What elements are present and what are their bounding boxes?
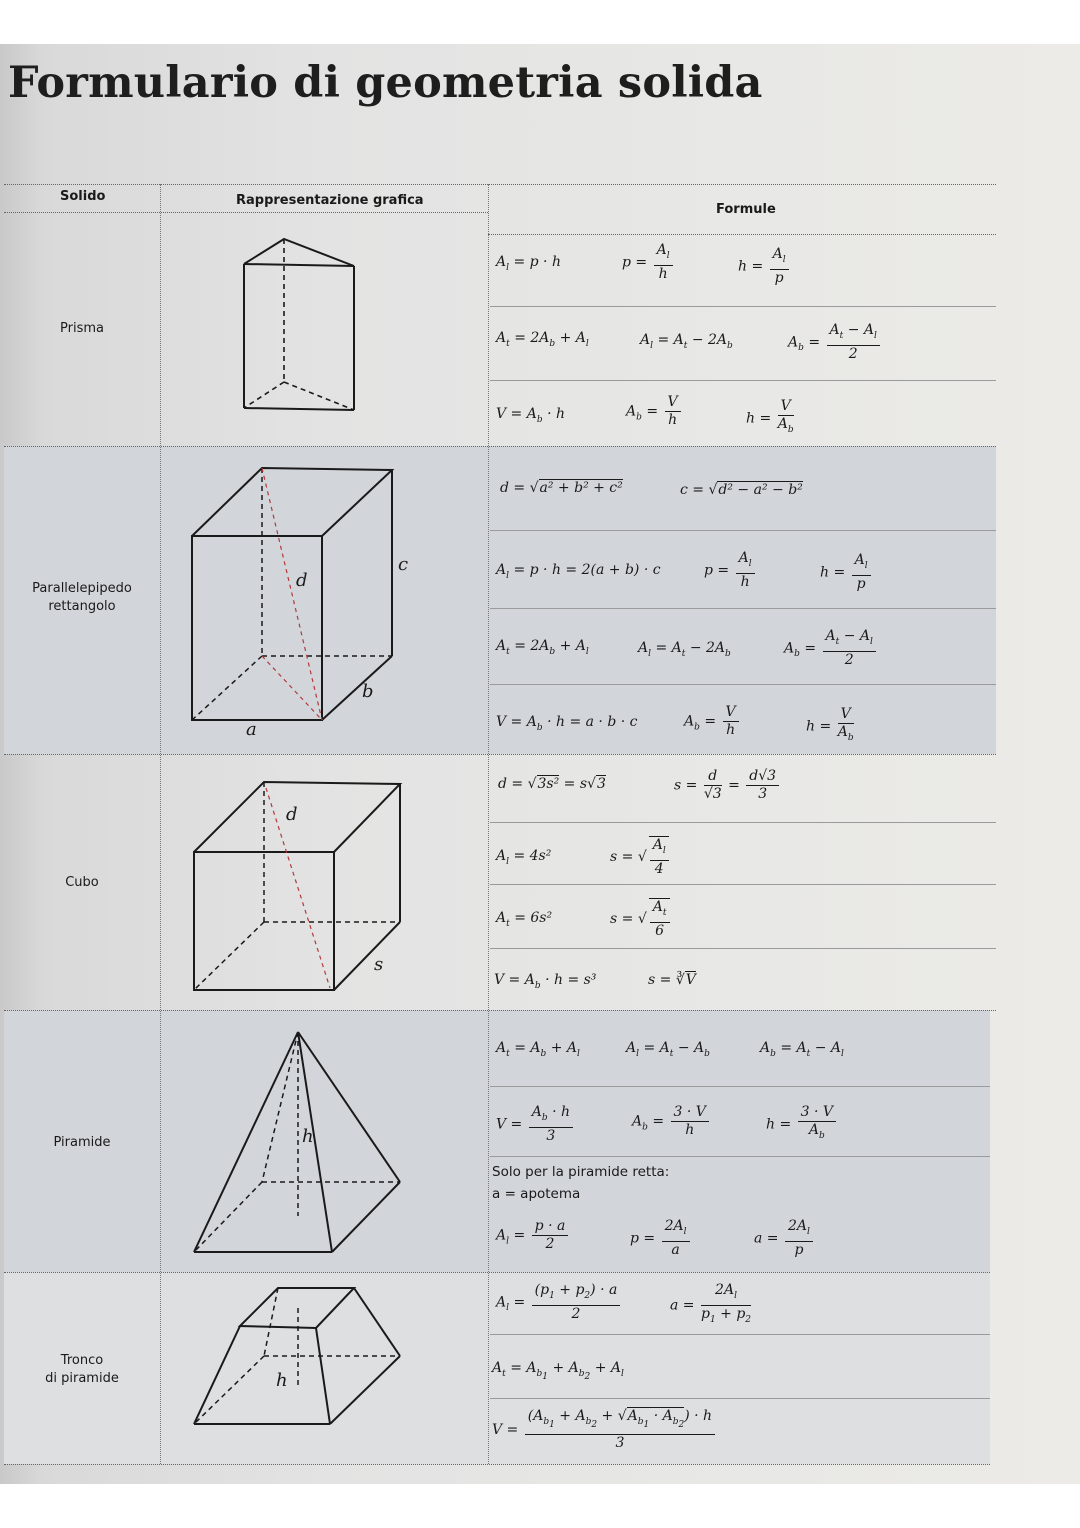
formula: h = $\frac{A_l}{p}$	[820, 552, 873, 593]
label-b: b	[362, 681, 374, 702]
row-divider	[490, 948, 996, 949]
triangular-prism-figure	[234, 234, 364, 414]
formula-table	[4, 184, 996, 1464]
cube-figure	[188, 776, 418, 996]
solid-name-cube: Cubo	[65, 875, 99, 890]
formula: $A_t = 2A_b + A_l$	[496, 638, 589, 657]
row-divider	[490, 822, 996, 823]
section-divider	[4, 446, 996, 447]
solid-name-line: Tronco	[60, 1353, 104, 1368]
formula: $A_l = p \cdot h = 2(a + b) \cdot c$	[496, 562, 661, 581]
formula: $A_t = 2A_b + A_l$	[496, 330, 589, 349]
formula: $A_t = 6s^2$	[496, 910, 553, 929]
solid-name-line: Parallelepipedo	[32, 581, 132, 596]
header-formulas: Formule	[716, 202, 776, 217]
row-divider	[490, 1156, 990, 1157]
formula: $A_l = p \cdot h$	[496, 254, 561, 273]
label-h-frustum: h	[276, 1370, 288, 1391]
row-divider	[490, 684, 996, 685]
note-apothem: a = apotema	[492, 1186, 581, 1202]
header-bottom-rule	[4, 212, 488, 213]
formula: $A_t = A_b + A_l$	[496, 1040, 580, 1059]
solid-name-line: rettangolo	[48, 599, 116, 614]
page-title: Formulario di geometria solida	[8, 58, 763, 108]
formula: $A_t = A_{b_1} + A_{b_2} + A_l$	[492, 1360, 624, 1382]
row-divider	[490, 530, 996, 531]
section-divider	[4, 1010, 996, 1011]
formula: p = $\frac{2A_l}{a}$	[630, 1218, 692, 1259]
formula: a = $\frac{2A_l}{p_1 + p_2}$	[670, 1282, 752, 1325]
formula: c = √d² − a² − b²	[680, 482, 803, 498]
formula: s = ∛V	[648, 972, 696, 988]
formula: $A_b$ = $\frac{V}{h}$	[626, 394, 683, 429]
formula: $V = A_b \cdot h = s^3$	[494, 972, 597, 991]
solid-name-pyramid: Piramide	[53, 1135, 111, 1150]
row-divider	[490, 1334, 990, 1335]
row-divider	[490, 1398, 990, 1399]
section-divider	[4, 1464, 990, 1465]
formula: d = √a² + b² + c²	[500, 480, 623, 496]
formula: d = √3s² = s√3	[498, 776, 606, 792]
row-divider	[490, 380, 996, 381]
solid-name-parallelepiped	[4, 580, 160, 616]
formula: s = √ $\frac{A_t}{6}$	[610, 898, 672, 940]
row-divider	[490, 306, 996, 307]
header-top-rule	[4, 184, 996, 185]
row-divider	[490, 608, 996, 609]
formula: $A_b$ = $\frac{3 \cdot V}{h}$	[632, 1104, 711, 1139]
solid-name-frustum	[4, 1352, 160, 1388]
formula: $A_l$ = $\frac{p \cdot a}{2}$	[496, 1218, 570, 1253]
label-d-cube: d	[286, 804, 298, 825]
formula: h = $\frac{V}{A_b}$	[746, 398, 794, 435]
formula: h = $\frac{V}{A_b}$	[806, 706, 854, 743]
label-a: a	[246, 719, 257, 740]
formula: $A_b = A_t - A_l$	[760, 1040, 844, 1059]
label-s: s	[374, 954, 384, 975]
label-d: d	[296, 570, 308, 591]
label-c: c	[398, 554, 409, 575]
solid-name-line: di piramide	[45, 1371, 119, 1386]
formula: $V = A_b \cdot h$	[496, 406, 565, 425]
formula: s = $\frac{d}{√3}$ = $\frac{d√3}{3}$	[674, 768, 781, 803]
header-bottom-rule-formulas	[488, 234, 996, 235]
formula: $A_l = A_t - A_b$	[626, 1040, 710, 1059]
formula: $A_l = A_t - 2A_b$	[640, 332, 733, 351]
formula: s = √ $\frac{A_l}{4}$	[610, 836, 671, 878]
formula: $V = A_b \cdot h = a \cdot b \cdot c$	[496, 714, 638, 733]
note-right-pyramid: Solo per la piramide retta:	[492, 1164, 670, 1180]
row-divider	[490, 884, 996, 885]
formula: V = $\frac{A_b \cdot h}{3}$	[496, 1104, 575, 1145]
formula: $A_b$ = $\frac{A_t - A_l}{2}$	[788, 322, 882, 363]
frustum-figure	[188, 1274, 418, 1434]
formula: $A_b$ = $\frac{V}{h}$	[684, 704, 741, 739]
formula: $A_l$ = $\frac{(p_1 + p_2) \cdot a}{2}$	[496, 1282, 622, 1323]
cuboid-figure	[184, 464, 424, 744]
formula: $A_b$ = $\frac{A_t - A_l}{2}$	[784, 628, 878, 669]
label-h-pyramid: h	[302, 1126, 314, 1147]
formula: $A_l = 4s^2$	[496, 848, 552, 867]
formula: p = $\frac{A_l}{h}$	[704, 550, 757, 591]
header-graphic: Rappresentazione grafica	[236, 193, 424, 208]
formula: h = $\frac{A_l}{p}$	[738, 246, 791, 287]
formula: V = $\frac{(A_{b_1} + A_{b_2} + √A_{b_1} \cdot A_{b_2}) \cdot h}{3}$	[492, 1408, 717, 1452]
section-divider	[4, 1272, 990, 1273]
section-divider	[4, 754, 996, 755]
formula: a = $\frac{2A_l}{p}$	[754, 1218, 815, 1259]
formula: h = $\frac{3 \cdot V}{A_b}$	[766, 1104, 838, 1145]
row-divider	[490, 1086, 990, 1087]
solid-name-prism: Prisma	[60, 321, 104, 336]
formula: $A_l = A_t - 2A_b$	[638, 640, 731, 659]
formula: p = $\frac{A_l}{h}$	[622, 242, 675, 283]
header-solid: Solido	[60, 189, 106, 204]
